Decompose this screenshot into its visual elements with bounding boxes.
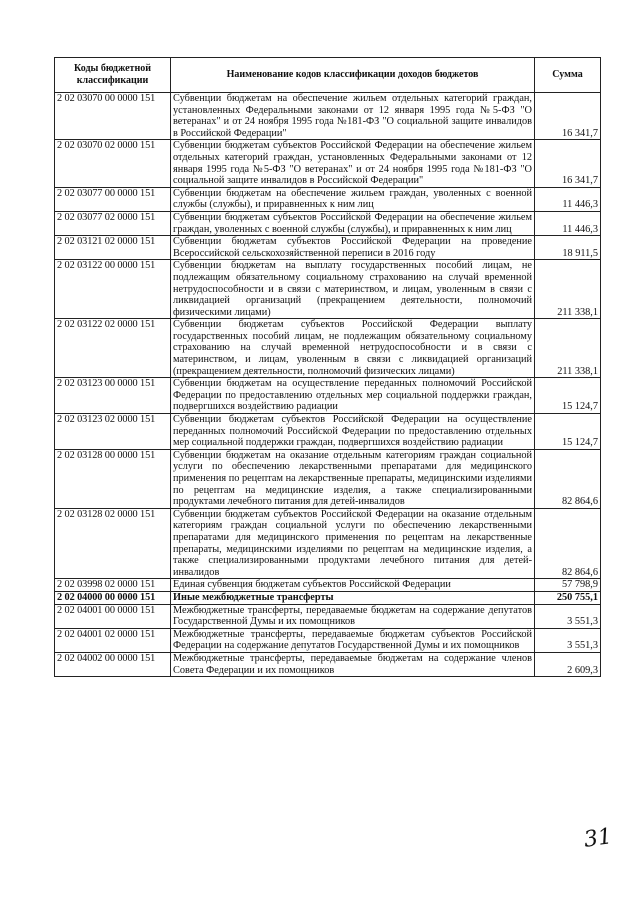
row-sum: 11 446,3 [535,211,601,235]
table-row [55,591,601,604]
row-code: 2 02 03998 02 0000 151 [55,579,171,592]
row-name: Единая субвенция бюджетам субъектов Российской Федерации [171,579,535,592]
table-row [55,652,601,676]
row-sum: 16 341,7 [535,140,601,187]
table-row [55,508,601,579]
table-row [55,628,601,652]
row-sum: 16 341,7 [535,93,601,140]
row-name: Субвенции бюджетам на обеспечение жильем отдельных категорий граждан, установленных Федеральными законами от 12 января 1995 года №5-ФЗ "О ветеранах" и от 24 ноября 1995 года №181-ФЗ "О социальной защите инвалидов в Российской Федерации" [171,93,535,140]
table-row [55,449,601,508]
row-name: Субвенции бюджетам субъектов Российской Федерации на обеспечение жильем граждан, уволенных с военной службы (службы), и приравненных к ним лиц [171,211,535,235]
row-name: Межбюджетные трансферты, передаваемые бюджетам на содержание членов Совета Федерации и их помощников [171,652,535,676]
row-sum: 211 338,1 [535,260,601,319]
table-row [55,378,601,414]
row-sum: 250 755,1 [535,591,601,604]
row-sum: 15 124,7 [535,378,601,414]
row-name: Субвенции бюджетам на оказание отдельным категориям граждан социальной услуги по обеспечению лекарственными препаратами для медицинского применения по рецептам на лекарственные препараты, медицинскими изделиями по рецептам на медицинские изделия, а также специализированными продуктами лечебного питания для детей-инвалидов [171,449,535,508]
row-code: 2 02 03122 00 0000 151 [55,260,171,319]
row-name: Субвенции бюджетам субъектов Российской Федерации на оказание отдельным категориям граждан социальной услуги по обеспечению лекарственными препаратами для медицинского применения по рецептам на лекарственные препараты, медицинскими изделиями по рецептам на медицинские изделия, а также специализированными продуктами лечебного питания для детей-инвалидов [171,508,535,579]
table-body [55,93,601,677]
table-row [55,211,601,235]
row-sum: 15 124,7 [535,414,601,450]
row-code: 2 02 03070 02 0000 151 [55,140,171,187]
row-code: 2 02 04001 00 0000 151 [55,604,171,628]
row-name: Межбюджетные трансферты, передаваемые бюджетам субъектов Российской Федерации на содержание депутатов Государственной Думы и их помощников [171,628,535,652]
row-code: 2 02 03128 02 0000 151 [55,508,171,579]
row-code: 2 02 03121 02 0000 151 [55,236,171,260]
row-name: Субвенции бюджетам на осуществление переданных полномочий Российской Федерации по предоставлению отдельных мер социальной поддержки граждан, подвергшихся воздействию радиации [171,378,535,414]
table-row [55,604,601,628]
row-code: 2 02 03123 00 0000 151 [55,378,171,414]
row-code: 2 02 04001 02 0000 151 [55,628,171,652]
header-name: Наименование кодов классификации доходов бюджетов [171,58,535,93]
row-name: Иные межбюджетные трансферты [171,591,535,604]
row-name: Субвенции бюджетам субъектов Российской Федерации на проведение Всероссийской сельскохозяйственной переписи в 2016 году [171,236,535,260]
row-name: Субвенции бюджетам на обеспечение жильем граждан, уволенных с военной службы (службы), и приравненных к ним лиц [171,187,535,211]
row-name: Межбюджетные трансферты, передаваемые бюджетам на содержание депутатов Государственной Думы и их помощников [171,604,535,628]
row-sum: 57 798,9 [535,579,601,592]
table-row [55,236,601,260]
row-sum: 82 864,6 [535,508,601,579]
row-sum: 82 864,6 [535,449,601,508]
budget-table-container [54,57,600,677]
header-sum: Сумма [535,58,601,93]
row-name: Субвенции бюджетам субъектов Российской Федерации выплату государственных пособий лицам, не подлежащим обязательному социальному страхованию на случай временной нетрудоспособности и в связи с материнством, и лицам, уволенным в связи с ликвидацией организаций (прекращением деятельности, полномочий физических лицами) [171,319,535,378]
row-code: 2 02 03077 02 0000 151 [55,211,171,235]
table-row [55,319,601,378]
budget-income-table [54,57,601,677]
row-sum: 18 911,5 [535,236,601,260]
table-row [55,579,601,592]
row-sum: 11 446,3 [535,187,601,211]
row-code: 2 02 04000 00 0000 151 [55,591,171,604]
row-code: 2 02 03123 02 0000 151 [55,414,171,450]
row-sum: 3 551,3 [535,628,601,652]
row-code: 2 02 03128 00 0000 151 [55,449,171,508]
page-number: 31 [582,824,614,853]
table-row [55,187,601,211]
row-code: 2 02 03122 02 0000 151 [55,319,171,378]
table-row [55,260,601,319]
row-name: Субвенции бюджетам субъектов Российской Федерации на обеспечение жильем отдельных категорий граждан, установленных Федеральными законами от 12 января 1995 года №5-ФЗ "О ветеранах" и от 24 ноября 1995 года №181-ФЗ "О социальной защите инвалидов в Российской Федерации" [171,140,535,187]
row-sum: 3 551,3 [535,604,601,628]
table-row [55,140,601,187]
row-code: 2 02 04002 00 0000 151 [55,652,171,676]
row-name: Субвенции бюджетам на выплату государственных пособий лицам, не подлежащим обязательному социальному страхованию на случай временной нетрудоспособности и в связи с материнством, и лицам, уволенным в связи с ликвидацией организаций (прекращением деятельности, полномочий физическими лицами) [171,260,535,319]
row-code: 2 02 03070 00 0000 151 [55,93,171,140]
row-name: Субвенции бюджетам субъектов Российской Федерации на осуществление переданных полномочий Российской Федерации по предоставлению отдельных мер социальной поддержки граждан, подвергшихся воздействию радиации [171,414,535,450]
row-code: 2 02 03077 00 0000 151 [55,187,171,211]
row-sum: 2 609,3 [535,652,601,676]
table-row [55,414,601,450]
header-code: Коды бюджетной классификации [55,58,171,93]
table-row [55,93,601,140]
row-sum: 211 338,1 [535,319,601,378]
table-header-row [55,58,601,93]
